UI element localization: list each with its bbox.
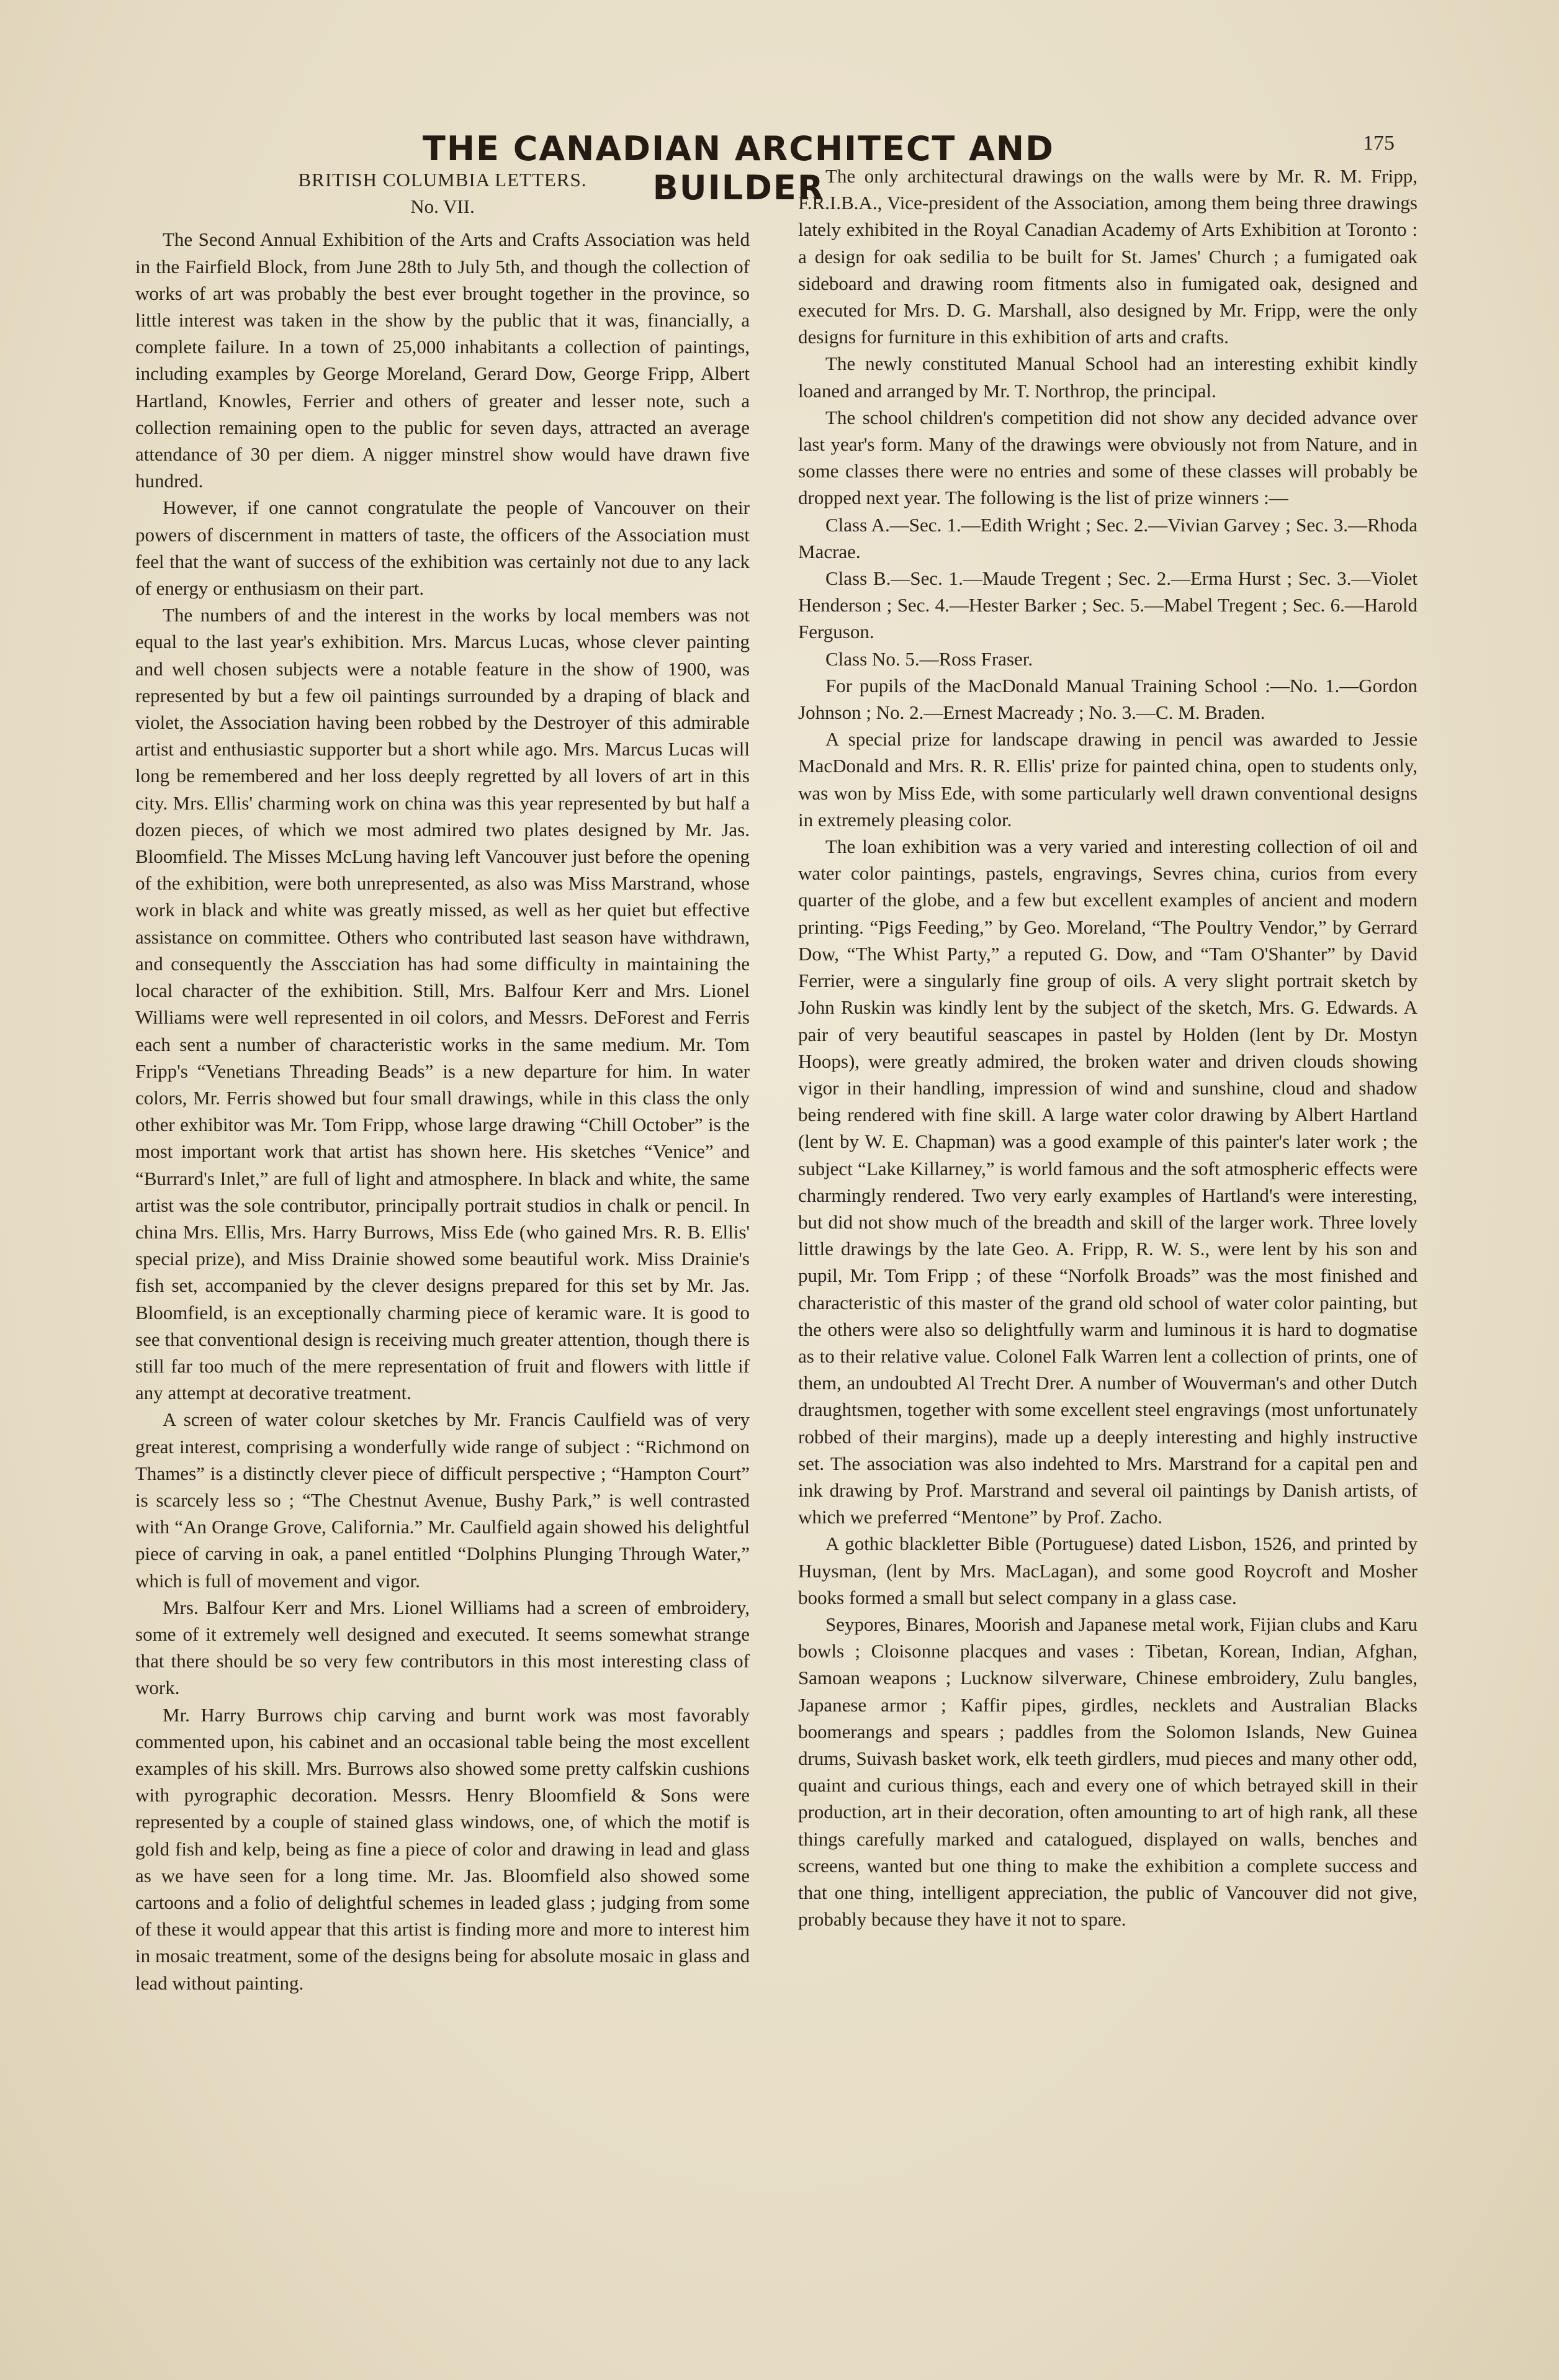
paragraph: A special prize for landscape drawing in pencil was awarded to Jessie MacDonald and Mrs. R. R. Ellis' prize for painted china, open to students only, was won by Miss Ede, with some particularly well drawn conventional designs in extremely pleasing color. (798, 728, 1417, 831)
paragraph: Seypores, Binares, Moorish and Japanese metal work, Fijian clubs and Karu bowls ; Cloisonne placques and vases : Tibetan, Korean, Indian, Afghan, Samoan weapons ; Lucknow silverware, Chinese embroidery, Zulu bangles, Japanese armor ; Kaffir pipes, girdles, necklets and Australian Blacks boomerangs and spears ; paddles from the Solomon Islands, New Guinea drums, Suivash basket work, elk teeth girdlers, mud pieces and many other odd, quaint and curious things, each and every one of which betrayed skill in their production, art in their decoration, often amounting to art of high rank, all these things carefully marked and catalogued, displayed on walls, benches and screens, wanted but one thing to make the exhibition a complete success and that one thing, intelligent appreciation, the public of Vancouver did not give, probably because they have it not to spare. (798, 1613, 1417, 1931)
article-number: No. VII. (410, 196, 475, 218)
paragraph: However, if one cannot congratulate the people of Vancouver on their powers of discernment in matters of taste, the officers of the Association must feel that the want of success of the exhibition was certainly not due to any lack of energy or enthusiasm on their part. (135, 497, 750, 600)
prize-list-item: Class B.—Sec. 1.—Maude Tregent ; Sec. 2.—Erma Hurst ; Sec. 3.—Violet Henderson ; Sec. 4.—Hester Barker ; Sec. 5.—Mabel Tregent ; Sec. 6.—Harold Ferguson. (798, 567, 1417, 643)
article-title: BRITISH COLUMBIA LETTERS. (298, 169, 587, 191)
paragraph: A gothic blackletter Bible (Portuguese) dated Lisbon, 1526, and printed by Huysman, (lent by Mrs. MacLagan), and some good Roycroft and Mosher books formed a small but select company in a glass case. (798, 1533, 1417, 1608)
paragraph: The only architectural drawings on the walls were by Mr. R. M. Fripp, F.R.I.B.A., Vice-president of the Association, among them being three drawings lately exhibited in the Royal Canadian Academy of Arts Exhibition at Toronto : a design for oak sedilia to be built for St. James' Church ; a fumigated oak sideboard and drawing room fitments also in fumigated oak, designed and executed for Mrs. D. G. Marshall, also designed by Mr. Fripp, were the only designs for furniture in this exhibition of arts and crafts. (798, 165, 1417, 348)
paragraph: The numbers of and the interest in the works by local members was not equal to the last year's exhibition. Mrs. Marcus Lucas, whose clever painting and well chosen subjects were a notable feature in the show of 1900, was represented by but a few oil paintings surrounded by a draping of black and violet, the Association having been robbed by the Destroyer of this admirable artist and enthusiastic supporter but a short while ago. Mrs. Marcus Lucas will long be remembered and her loss deeply regretted by all lovers of art in this city. Mrs. Ellis' charming work on china was this year represented by but half a dozen pieces, of which we most admired two plates designed by Mr. Jas. Bloomfield. The Misses McLung having left Vancouver just before the opening of the exhibition, were both unrepresented, as also was Miss Marstrand, whose work in black and white was greatly missed, as well as her quiet but effective assistance on committee. Others who contributed last season have withdrawn, and consequently the Asscciation has had some difficulty in maintaining the local character of the exhibition. Still, Mrs. Balfour Kerr and Mrs. Lionel Williams were well represented in oil colors, and Messrs. DeForest and Ferris each sent a number of characteristic works in the same medium. Mr. Tom Fripp's “Venetians Threading Beads” is a new departure for him. In water colors, Mr. Ferris showed but four small drawings, while in this class the only other exhibitor was Mr. Tom Fripp, whose large drawing “Chill October” is the most important work that artist has shown here. His sketches “Venice” and “Burrard's Inlet,” are full of light and atmosphere. In black and white, the same artist was the sole contributor, principally portrait studios in chalk or pencil. In china Mrs. Ellis, Mrs. Harry Burrows, Miss Ede (who gained Mrs. R. B. Ellis' special prize), and Miss Drainie showed some beautiful work. Miss Drainie's fish set, accompanied by the clever designs prepared for this set by Mr. Jas. Bloomfield, is an exceptionally charming piece of keramic ware. It is good to see that conventional design is receiving much greater attention, though there is still far too much of the mere representation of fruit and flowers with little if any attempt at decorative treatment. (135, 604, 750, 1404)
left-column (135, 166, 750, 1996)
page-number: 175 (1363, 132, 1395, 155)
paragraph: The school children's competition did not show any decided advance over last year's form. Many of the drawings were obviously not from Nature, and in some classes there were no entries and some of these classes will probably be dropped next year. The following is the list of prize winners :— (798, 406, 1417, 509)
paragraph: A screen of water colour sketches by Mr. Francis Caulfield was of very great interest, comprising a wonderfully wide range of subject : “Richmond on Thames” is a distinctly clever piece of difficult perspective ; “Hampton Court” is scarcely less so ; “The Chestnut Avenue, Bushy Park,” is well contrasted with “An Orange Grove, California.” Mr. Caulfield again showed his delightful piece of carving in oak, a panel entitled “Dolphins Plunging Through Water,” which is full of movement and vigor. (135, 1409, 750, 1592)
prize-list-item: Class A.—Sec. 1.—Edith Wright ; Sec. 2.—Vivian Garvey ; Sec. 3.—Rhoda Macrae. (798, 513, 1417, 562)
paragraph: The newly constituted Manual School had an interesting exhibit kindly loaned and arranged by Mr. T. Northrop, the principal. (798, 353, 1417, 402)
prize-list-item: For pupils of the MacDonald Manual Training School :—No. 1.—Gordon Johnson ; No. 2.—Ernest Macready ; No. 3.—C. M. Braden. (798, 674, 1417, 724)
paragraph: Mrs. Balfour Kerr and Mrs. Lionel Williams had a screen of embroidery, some of it extremely well designed and executed. It seems somewhat strange that there should be so very few contributors in this most interesting class of work. (135, 1596, 750, 1699)
prize-list-item: Class No. 5.—Ross Fraser. (825, 647, 1033, 670)
right-column (798, 163, 1417, 1932)
paragraph: The Second Annual Exhibition of the Arts and Crafts Association was held in the Fairfield Block, from June 28th to July 5th, and though the collection of works of art was probably the best ever brought together in the province, so little interest was taken in the show by the public that it was, financially, a complete failure. In a town of 25,000 inhabitants a collection of paintings, including examples by George Moreland, Gerard Dow, George Fripp, Albert Hartland, Knowles, Ferrier and others of greater and lesser note, such a collection remaining open to the public for seven days, attracted an average attendance of 30 per diem. A nigger minstrel show would have drawn five hundred. (135, 228, 750, 492)
paragraph: The loan exhibition was a very varied and interesting collection of oil and water color paintings, pastels, engravings, Sevres china, curios from every quarter of the globe, and a few but excellent examples of ancient and modern printing. “Pigs Feeding,” by Geo. Moreland, “The Poultry Vendor,” by Gerrard Dow, “The Whist Party,” a reputed G. Dow, and “Tam O'Shanter” by David Ferrier, were a singularly fine group of oils. A very slight portrait sketch by John Ruskin was kindly lent by the subject of the sketch, Mrs. G. Edwards. A pair of very beautiful seascapes in pastel by Holden (lent by Dr. Mostyn Hoops), were greatly admired, the broken water and driven clouds showing vigor in their handling, impression of wind and sunshine, cloud and shadow being rendered with fine skill. A large water color drawing by Albert Hartland (lent by W. E. Chapman) was a good example of this painter's later work ; the subject “Lake Killarney,” is world famous and the soft atmospheric effects were charmingly rendered. Two very early examples of Hartland's were interesting, but did not show much of the breadth and skill of the larger work. Three lovely little drawings by the late Geo. A. Fripp, R. W. S., were lent by his son and pupil, Mr. Tom Fripp ; of these “Norfolk Broads” was the most finished and characteristic of this master of the grand old school of water color painting, but the others were also so delightfully warm and luminous it is hard to dogmatise as to their relative value. Colonel Falk Warren lent a collection of prints, one of them, an undoubted Al Trecht Drer. A number of Wouverman's and other Dutch draughtsmen, together with some excellent steel engravings (most unfortunately robbed of their margins), made up a deeply interesting and highly instructive set. The association was also indehted to Mrs. Marstrand for a capital pen and ink drawing by Prof. Marstrand and several oil paintings by Danish artists, of which we preferred “Mentone” by Prof. Zacho. (798, 836, 1417, 1528)
masthead: THE CANADIAN ARCHITECT AND BUILDER (423, 129, 1054, 207)
paragraph: Mr. Harry Burrows chip carving and burnt work was most favorably commented upon, his cabinet and an occasional table being the most excellent examples of his skill. Mrs. Burrows also showed some pretty calfskin cushions with pyrographic decoration. Messrs. Henry Bloomfield & Sons were represented by a couple of stained glass windows, one, of which the motif is gold fish and kelp, being as fine a piece of color and drawing in lead and glass as we have seen for a long time. Mr. Jas. Bloomfield also showed some cartoons and a folio of delightful schemes in leaded glass ; judging from some of these it would appear that this artist is finding more and more to interest him in mosaic treatment, some of the designs being for absolute mosaic in glass and lead without painting. (135, 1703, 750, 1994)
